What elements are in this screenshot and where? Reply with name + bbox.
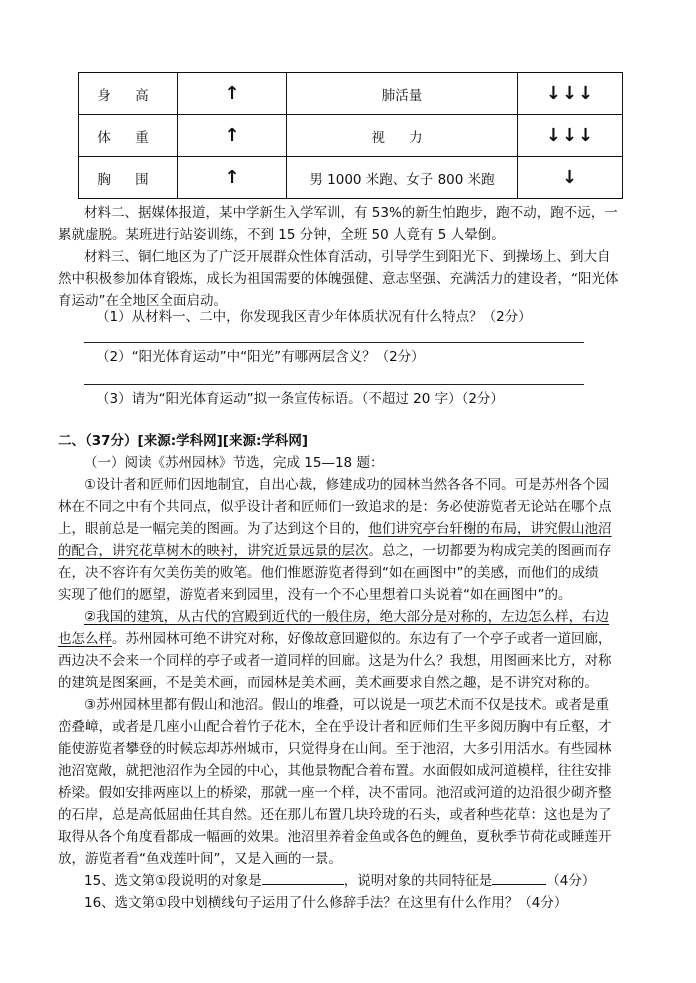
passage-line: 峦叠嶂，或者是几座小山配合着竹子花木，全在乎设计者和匠师们生平多阅历胸中有丘壑，才 [58, 719, 612, 735]
passage-line: 桥梁。假如安排两座以上的桥梁，那就一座一个样，决不雷同。池沼或河道的边沿很少砌齐整 [58, 785, 612, 801]
question-text: （4分） [546, 873, 596, 889]
passage-line: ①设计者和匠师们因地制宜，自出心裁，修建成功的园林当然各各不同。可是苏州各个园 [84, 477, 610, 493]
down-arrow-symbol: ↓ [518, 157, 623, 199]
up-arrow-symbol: ↑ [178, 157, 287, 199]
passage-line: 放，游览者看“鱼戏莲叶间”，又是入画的一景。 [58, 851, 342, 867]
question-1: （1）从材料一、二中，你发现我区青少年体质状况有什么特点？（2分） [96, 309, 532, 325]
passage-line [58, 628, 638, 650]
table-cell: 视 力 [287, 115, 518, 157]
question-16: 16、选文第①段中划横线句子运用了什么修辞手法？在这里有什么作用？（4分） [84, 895, 568, 911]
table-cell: 胸 围 [79, 157, 178, 199]
question-text: 15、选文第①段说明的对象是 [84, 873, 262, 889]
passage-line: 的建筑是图案画，不是美术画，而园林是美术画，美术画要求自然之趣，是不讲究对称的。 [58, 675, 598, 691]
passage-line: ③苏州园林里都有假山和池沼。假山的堆叠，可以说是一项艺术而不仅是技术。或者是重 [84, 697, 610, 713]
table-cell: 体 重 [79, 115, 178, 157]
underlined-sentence: ②我国的建筑，从古代的宫殿到近代的一般住房，绝大部分是对称的，左边怎么样，右边 [84, 609, 610, 625]
up-arrow-symbol: ↑ [178, 115, 287, 157]
material3-line: 育运动”在全地区全面启动。 [58, 293, 227, 309]
material2-line: 累就虚脱。某班进行站姿训练，不到 15 分钟，全班 50 人竟有 5 人晕倒。 [58, 227, 505, 243]
underlined-sentence: 也怎么样 [58, 631, 112, 647]
reading-intro: （一）阅读《苏州园林》节选，完成 15—18 题： [84, 455, 384, 471]
answer-blank[interactable] [492, 870, 546, 885]
section-heading: 二、（37分）[来源:学科网][来源:学科网] [58, 433, 309, 449]
material3-line: 然中积极参加体育锻炼，成长为祖国需要的体魄强健、意志坚强、充满活力的建设者，“阳光体 [58, 271, 619, 287]
passage-text: 。苏州园林可绝不讲究对称，好像故意回避似的。东边有了一个亭子或者一道回廊， [112, 631, 612, 647]
answer-line [84, 342, 584, 343]
question-15 [84, 870, 664, 892]
table-row [79, 73, 623, 115]
table-cell: 身 高 [79, 73, 178, 115]
passage-line: 池沼宽敞，就把池沼作为全园的中心，其他景物配合着布置。水面假如成河道模样，往往安排 [58, 763, 612, 779]
passage-text: 。总之，一切都要为构成完美的图画而存 [368, 543, 612, 559]
table-cell: 肺活量 [287, 73, 518, 115]
passage-line: 取得从各个角度看都成一幅画的效果。池沼里养着金鱼或各色的鲤鱼，夏秋季节荷花或睡莲开 [58, 829, 612, 845]
table-cell: 男 1000 米跑、女子 800 米跑 [287, 157, 518, 199]
underlined-sentence: 的配合，讲究花草树木的映衬，讲究近景远景的层次 [58, 543, 369, 559]
table-row [79, 157, 623, 199]
down-arrows-symbol: ↓↓↓ [518, 115, 623, 157]
passage-line [58, 518, 638, 540]
question-2: （2）“阳光体育运动”中“阳光”有哪两层含义？（2分） [96, 349, 425, 365]
underlined-sentence: 他们讲究亭台轩榭的布局，讲究假山池沼 [368, 521, 612, 537]
passage-line [84, 606, 664, 628]
up-arrow-symbol: ↑ [178, 73, 287, 115]
down-arrows-symbol: ↓↓↓ [518, 73, 623, 115]
answer-line [84, 384, 584, 385]
passage-line: 能使游览者攀登的时候忘却苏州城市，只觉得身在山间。至于池沼，大多引用活水。有些园林 [58, 741, 612, 757]
passage-line: 西边决不会来一个同样的亭子或者一道同样的回廊。这是为什么？我想，用图画来比方，对称 [58, 653, 612, 669]
material3-line: 材料三、铜仁地区为了广泛开展群众性体育活动，引导学生到阳光下、到操场上、到大自 [84, 249, 611, 265]
passage-line: 在，决不容许有欠美伤美的败笔。他们惟愿游览者得到“如在画图中”的美感，而他们的成绩 [58, 565, 599, 581]
material2-line: 材料二、据媒体报道，某中学新生入学军训，有 53%的新生怕跑步，跑不动，跑不远，一 [84, 205, 618, 221]
passage-line [58, 540, 638, 562]
passage-line: 的石岸，总是高低屈曲任其自然。还在那儿布置几块玲珑的石头，或者种些花草：这也是为了 [58, 807, 612, 823]
passage-text: 上，眼前总是一幅完美的图画。为了达到这个目的， [58, 521, 369, 537]
answer-blank[interactable] [262, 870, 344, 885]
question-text: ，说明对象的共同特征是 [343, 873, 493, 889]
question-3: （3）请为“阳光体育运动”拟一条宣传标语。（不超过 20 字）（2分） [96, 391, 504, 407]
passage-line: 实现了他们的愿望，游览者来到园里，没有一个不心里想着口头说着“如在画图中”的。 [58, 587, 572, 603]
passage-line: 林在不同之中有个共同点，似乎设计者和匠师们一致追求的是：务必使游览者无论站在哪个点 [58, 499, 612, 515]
table-row [79, 115, 623, 157]
physique-trend-table [78, 72, 623, 199]
